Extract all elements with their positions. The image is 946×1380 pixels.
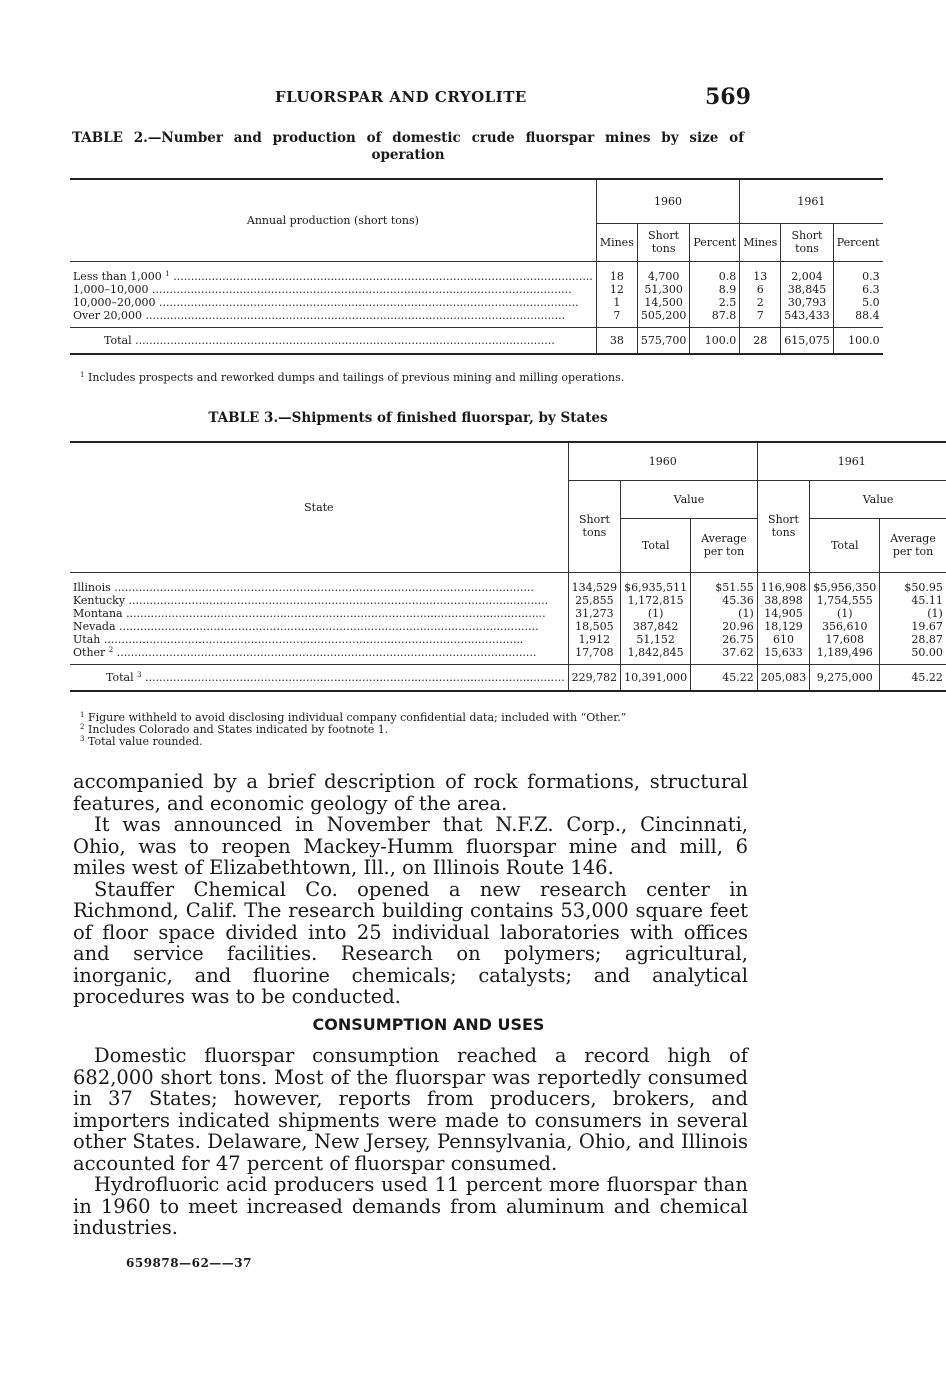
table-cell: 18 [596, 270, 637, 283]
table-cell: 2,004 [781, 270, 834, 283]
table-row [70, 296, 883, 309]
row-label: Kentucky [73, 593, 126, 607]
table3-col-value: Value [810, 480, 946, 518]
table-cell: 1,842,845 [621, 646, 691, 659]
table-cell: 30,793 [781, 296, 834, 309]
footnote-mark: 2 [80, 723, 85, 731]
table-cell: 28 [740, 328, 781, 354]
table-cell: 14,905 [757, 607, 810, 620]
table-cell: 6.3 [833, 283, 882, 296]
row-label: 1,000–10,000 [73, 282, 149, 296]
table2 [70, 178, 883, 355]
section-heading: CONSUMPTION AND USES [312, 1015, 545, 1034]
table-cell: 20.96 [691, 620, 758, 633]
table-row [70, 620, 946, 633]
table-cell: 0.8 [690, 270, 740, 283]
table-cell: 51,300 [637, 283, 690, 296]
table-cell: 88.4 [833, 309, 882, 322]
table-cell: 28.87 [880, 633, 946, 646]
table2-year-1961: 1961 [740, 179, 883, 223]
table-cell: 45.36 [691, 594, 758, 607]
row-label: Nevada [73, 619, 116, 633]
table-cell: 229,782 [568, 665, 621, 691]
table-cell: 505,200 [637, 309, 690, 322]
table-cell: 1,172,815 [621, 594, 691, 607]
table-row [70, 309, 883, 322]
table3-col-average: Average per ton [880, 518, 946, 572]
table-cell: 1,754,555 [810, 594, 880, 607]
page-header [0, 84, 857, 112]
table3-year-1961: 1961 [757, 442, 946, 480]
printer-line: 659878—62——37 [126, 1256, 252, 1270]
table-cell: 50.00 [880, 646, 946, 659]
table3-stub-header: State [70, 442, 568, 572]
table3-col-average: Average per ton [691, 518, 758, 572]
footnote-text: Total value rounded. [87, 735, 203, 748]
table3-total-label: Total [106, 670, 134, 684]
table-cell: 45.11 [880, 594, 946, 607]
table-cell: 1,189,496 [810, 646, 880, 659]
row-label: 10,000–20,000 [73, 295, 156, 309]
table2-stub-header: Annual production (short tons) [70, 179, 596, 261]
table-row [70, 283, 883, 296]
table-row [70, 607, 946, 620]
table2-col-percent: Percent [690, 223, 740, 261]
table-cell: 610 [757, 633, 810, 646]
table-cell: 17,708 [568, 646, 621, 659]
running-title: FLUORSPAR AND CRYOLITE [275, 88, 527, 106]
table-cell: (1) [691, 607, 758, 620]
row-label: Over 20,000 [73, 308, 142, 322]
paragraph: accompanied by a brief description of rock formations, structural features, and economic geology of the area. [73, 770, 748, 815]
table-cell: 31,273 [568, 607, 621, 620]
footnote-mark: 1 [80, 711, 85, 719]
row-label: Other [73, 645, 106, 659]
table-cell: 116,908 [757, 581, 810, 594]
table-cell: 5.0 [833, 296, 882, 309]
footnote-mark: 3 [137, 670, 142, 679]
table3-total-row [70, 665, 946, 691]
table-cell: 45.22 [691, 665, 758, 691]
footnote-mark: 3 [80, 735, 85, 743]
table2-footnotes [80, 372, 624, 384]
footnote-text: Includes Colorado and States indicated by footnote 1. [87, 723, 389, 736]
row-label: Illinois [73, 580, 111, 594]
table-cell: 38,898 [757, 594, 810, 607]
table-cell: 8.9 [690, 283, 740, 296]
table-cell: 0.3 [833, 270, 882, 283]
paragraph: Stauffer Chemical Co. opened a new research center in Richmond, Calif. The research building contains 53,000 square feet of floor space divided into 25 individual laboratories with offices and service facilities. Research on polymers; agricultural, inorganic, and fluorine chemicals; catalysts; and analytical procedures was to be conducted. [73, 877, 748, 1008]
table-row [70, 646, 946, 659]
table2-col-short-tons: Short tons [781, 223, 834, 261]
table3-col-value: Value [621, 480, 758, 518]
table-cell: 387,842 [621, 620, 691, 633]
table-cell: 13 [740, 270, 781, 283]
table-cell: $51.55 [691, 581, 758, 594]
table2-col-short-tons: Short tons [637, 223, 690, 261]
table-cell: 87.8 [690, 309, 740, 322]
table-cell: (1) [810, 607, 880, 620]
table-cell: (1) [621, 607, 691, 620]
table-cell: 4,700 [637, 270, 690, 283]
table3-col-short-tons: Short tons [568, 480, 621, 572]
table-cell: 38 [596, 328, 637, 354]
table-cell: 26.75 [691, 633, 758, 646]
table3-title: TABLE 3.—Shipments of finished fluorspar, by States [208, 410, 608, 426]
table-cell: $5,956,350 [810, 581, 880, 594]
body-text-upper [73, 771, 748, 1008]
table-cell: 14,500 [637, 296, 690, 309]
paragraph: Domestic fluorspar consumption reached a record high of 682,000 short tons. Most of the fluorspar was reportedly consumed in 37 States; however, reports from producers, brokers, and importers indicated shipments were made to consumers in several other States. Delaware, New Jersey, Pennsylvania, Ohio, and Illinois accounted for 47 percent of fluorspar consumed. [73, 1044, 748, 1175]
footnote-mark: 1 [80, 371, 85, 379]
footnote-text: Figure withheld to avoid disclosing individual company confidential data; included with “Other.” [87, 711, 627, 724]
table2-total-label: Total ..... [104, 334, 593, 347]
table-cell: 575,700 [637, 328, 690, 354]
table-cell: 19.67 [880, 620, 946, 633]
table-cell: $6,935,511 [621, 581, 691, 594]
table-row [70, 594, 946, 607]
table-cell: 356,610 [810, 620, 880, 633]
table-row [70, 270, 883, 283]
table-cell: 615,075 [781, 328, 834, 354]
footnote [80, 372, 624, 384]
table-cell: 38,845 [781, 283, 834, 296]
table-cell: 1 [596, 296, 637, 309]
table2-col-mines: Mines [740, 223, 781, 261]
table-cell: 10,391,000 [621, 665, 691, 691]
table3-col-total: Total [810, 518, 880, 572]
table2-title: TABLE 2.—Number and production of domestic crude fluorspar mines by size of operation [72, 130, 744, 163]
table-cell: 7 [740, 309, 781, 322]
table-cell: 543,433 [781, 309, 834, 322]
table2-col-percent: Percent [833, 223, 882, 261]
paragraph: It was announced in November that N.F.Z. Corp., Cincinnati, Ohio, was to reopen Mackey-Humm fluorspar mine and mill, 6 miles west of Elizabethtown, Ill., on Illinois Route 146. [73, 813, 748, 879]
row-label: Utah [73, 632, 101, 646]
table3-col-short-tons: Short tons [757, 480, 810, 572]
row-label: Montana [73, 606, 123, 620]
table-cell: 15,633 [757, 646, 810, 659]
table2-col-mines: Mines [596, 223, 637, 261]
table-cell: $50.95 [880, 581, 946, 594]
table-cell: 100.0 [690, 328, 740, 354]
table-cell: 17,608 [810, 633, 880, 646]
table-row [70, 633, 946, 646]
footnote-text: Includes prospects and reworked dumps and tailings of previous mining and milling operations. [87, 371, 625, 384]
row-label: Less than 1,000 [73, 269, 162, 283]
body-text-lower [73, 1045, 748, 1239]
table-cell: (1) [880, 607, 946, 620]
table-cell: 18,129 [757, 620, 810, 633]
table-cell: 51,152 [621, 633, 691, 646]
table2-year-1960: 1960 [596, 179, 739, 223]
footnote-mark: 1 [165, 269, 170, 278]
table-cell: 12 [596, 283, 637, 296]
table3-col-total: Total [621, 518, 691, 572]
page-number: 569 [705, 84, 751, 110]
table3-year-1960: 1960 [568, 442, 757, 480]
table-cell: 2 [740, 296, 781, 309]
table-cell: 45.22 [880, 665, 946, 691]
table-cell: 2.5 [690, 296, 740, 309]
table-cell: 9,275,000 [810, 665, 880, 691]
table-cell: 18,505 [568, 620, 621, 633]
table-cell: 7 [596, 309, 637, 322]
table-cell: 6 [740, 283, 781, 296]
table-row [70, 581, 946, 594]
table-cell: 25,855 [568, 594, 621, 607]
paragraph: Hydrofluoric acid producers used 11 percent more fluorspar than in 1960 to meet increased demands from aluminum and chemical industries. [73, 1173, 748, 1239]
table-cell: 100.0 [833, 328, 882, 354]
table-cell: 1,912 [568, 633, 621, 646]
table2-total-row [70, 328, 883, 354]
table3-footnotes [80, 712, 626, 748]
table-cell: 205,083 [757, 665, 810, 691]
table3 [70, 441, 946, 692]
footnote-mark: 2 [108, 645, 114, 654]
table-cell: 37.62 [691, 646, 758, 659]
table-cell: 134,529 [568, 581, 621, 594]
footnote [80, 736, 626, 748]
